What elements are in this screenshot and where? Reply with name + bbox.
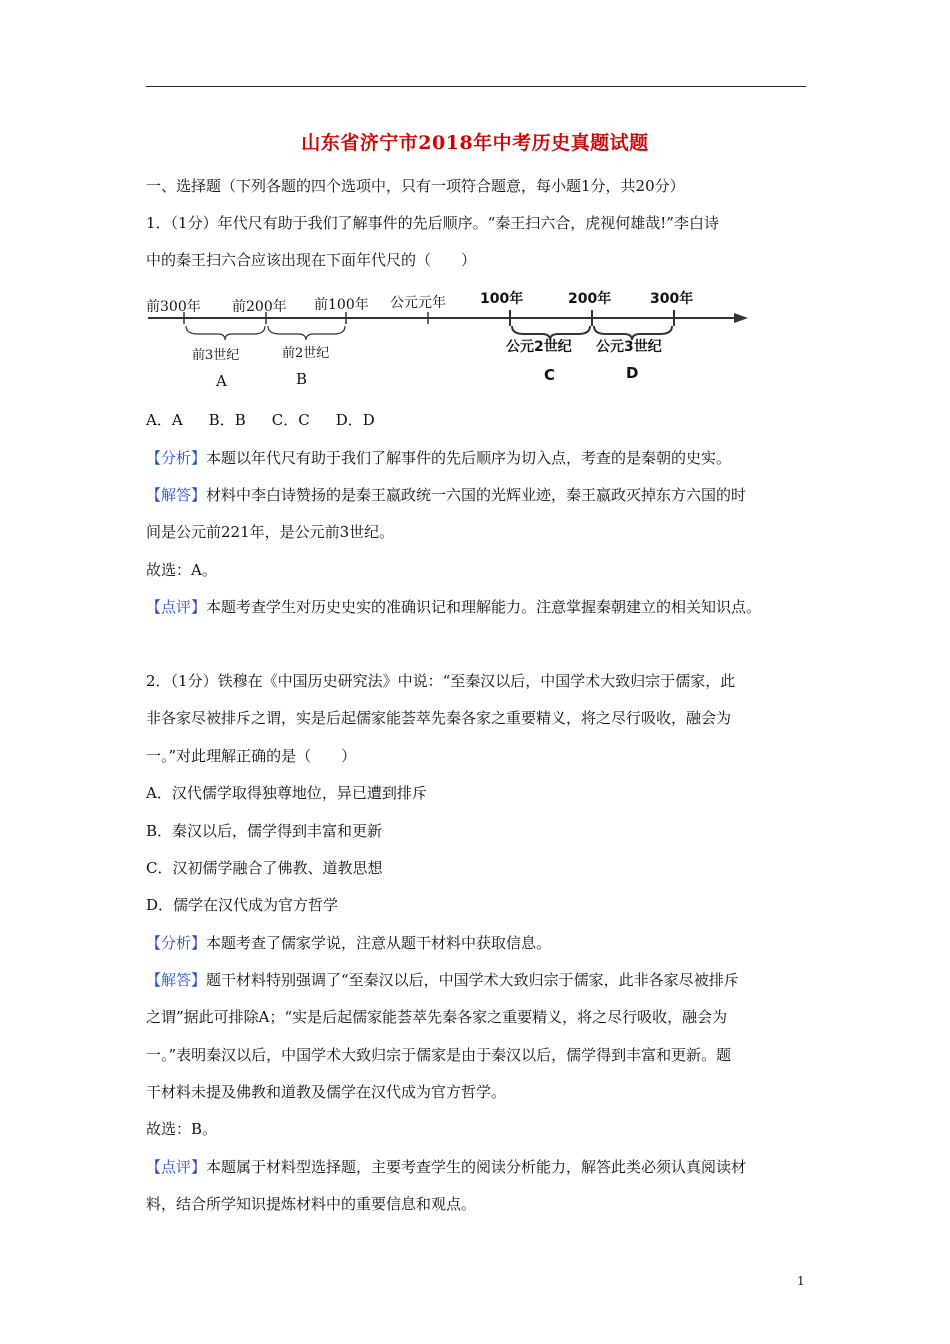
bracket-label-3rd-ad: 公元3世纪 (596, 339, 662, 355)
q1-answer-line-2: 间是公元前221年，是公元前3世纪。 (146, 523, 395, 541)
q2-answer-text-1: 题干材料特别强调了“至秦汉以后，中国学术大致归宗于儒家，此非各家尽被排斥 (206, 971, 739, 989)
q1-analysis-text: 本题以年代尺有助于我们了解事件的先后顺序为切入点，考查的是秦朝的史实。 (206, 449, 732, 467)
q2-comment-text-1: 本题属于材料型选择题，主要考查学生的阅读分析能力，解答此类必须认真阅读材 (206, 1158, 747, 1176)
q2-option-b: B．秦汉以后，儒学得到丰富和更新 (146, 822, 383, 840)
tick-label-100bc: 前100年 (314, 297, 369, 313)
q2-option-a: A．汉代儒学取得独尊地位，异已遭到排斥 (146, 784, 427, 802)
q1-option-b: B．B (208, 411, 246, 429)
q2-analysis (146, 933, 551, 953)
bracket-label-3rd-bc: 前3世纪 (192, 348, 240, 363)
q2-stem-line-1: 2．（1分）铁穆在《中国历史研究法》中说：“至秦汉以后，中国学术大致归宗于儒家，此 (146, 672, 736, 690)
tick-label-200ad: 200年 (568, 291, 612, 307)
q1-comment (146, 597, 761, 617)
page-title: 山东省济宁市2018年中考历史真题试题 (301, 132, 649, 154)
tick-label-100ad: 100年 (480, 291, 524, 307)
q1-comment-tag: 【点评】 (146, 598, 207, 616)
q1-options (146, 410, 375, 430)
tick-label-300bc: 前300年 (146, 299, 201, 315)
q2-option-c: C．汉初儒学融合了佛教、道教思想 (146, 859, 383, 877)
q1-answer-tag: 【解答】 (146, 486, 207, 504)
q1-choice: 故选：A。 (146, 561, 217, 579)
q2-answer-line-4: 干材料未提及佛教和道教及儒学在汉代成为官方哲学。 (146, 1083, 507, 1101)
page-number: 1 (797, 1274, 805, 1288)
q1-analysis (146, 448, 731, 468)
q1-comment-text: 本题考查学生对历史史实的准确识记和理解能力。注意掌握秦朝建立的相关知识点。 (206, 598, 762, 616)
q2-answer-line-3: 一。”表明秦汉以后，中国学术大致归宗于儒家是由于秦汉以后，儒学得到丰富和更新。题 (146, 1046, 732, 1064)
q1-analysis-tag: 【分析】 (146, 449, 207, 467)
q1-stem-line-1: 1．（1分）年代尺有助于我们了解事件的先后顺序。“秦王扫六合，虎视何雄哉!”李白诗 (146, 214, 719, 232)
q1-answer-line-1 (146, 485, 746, 505)
q2-answer-line-1 (146, 970, 739, 990)
q2-stem-line-2: 非各家尽被排斥之谓，实是后起儒家能荟萃先秦各家之重要精义，将之尽行吸收，融会为 (146, 709, 732, 727)
timeline-figure (146, 282, 752, 392)
q2-option-d: D．儒学在汉代成为官方哲学 (146, 896, 339, 914)
q2-answer-line-2: 之谓”据此可排除A；“实是后起儒家能荟萃先秦各家之重要精义，将之尽行吸收，融会为 (146, 1008, 728, 1026)
q2-comment-line-2: 料，结合所学知识提炼材料中的重要信息和观点。 (146, 1195, 477, 1213)
tick-label-300ad: 300年 (650, 291, 694, 307)
q2-analysis-tag: 【分析】 (146, 934, 207, 952)
q2-comment-tag: 【点评】 (146, 1158, 207, 1176)
q1-option-a: A．A (146, 411, 183, 429)
bracket-letter-c: C (544, 366, 556, 384)
q1-stem-line-2: 中的秦王扫六合应该出现在下面年代尺的（ ） (146, 251, 477, 269)
q1-answer-text-1: 材料中李白诗赞扬的是秦王嬴政统一六国的光辉业迹，秦王嬴政灭掉东方六国的时 (206, 486, 747, 504)
q2-answer-tag: 【解答】 (146, 971, 207, 989)
bracket-label-2nd-bc: 前2世纪 (282, 346, 330, 361)
bracket-letter-d: D (626, 364, 639, 382)
q1-option-d: D．D (335, 411, 375, 429)
tick-label-200bc: 前200年 (232, 299, 287, 315)
q2-analysis-text: 本题考查了儒家学说，注意从题干材料中获取信息。 (206, 934, 552, 952)
bracket-letter-a: A (216, 372, 227, 390)
q1-option-c: C．C (271, 411, 310, 429)
header-rule (146, 86, 806, 87)
tick-label-year-1: 公元元年 (390, 295, 446, 311)
section-header: 一、选择题（下列各题的四个选项中，只有一项符合题意，每小题1分，共20分） (146, 177, 685, 195)
q2-choice: 故选：B。 (146, 1120, 218, 1138)
bracket-letter-b: B (296, 370, 308, 388)
bracket-label-2nd-ad: 公元2世纪 (506, 339, 572, 355)
q2-comment-line-1 (146, 1157, 746, 1177)
q2-stem-line-3: 一。”对此理解正确的是（ ） (146, 747, 357, 765)
